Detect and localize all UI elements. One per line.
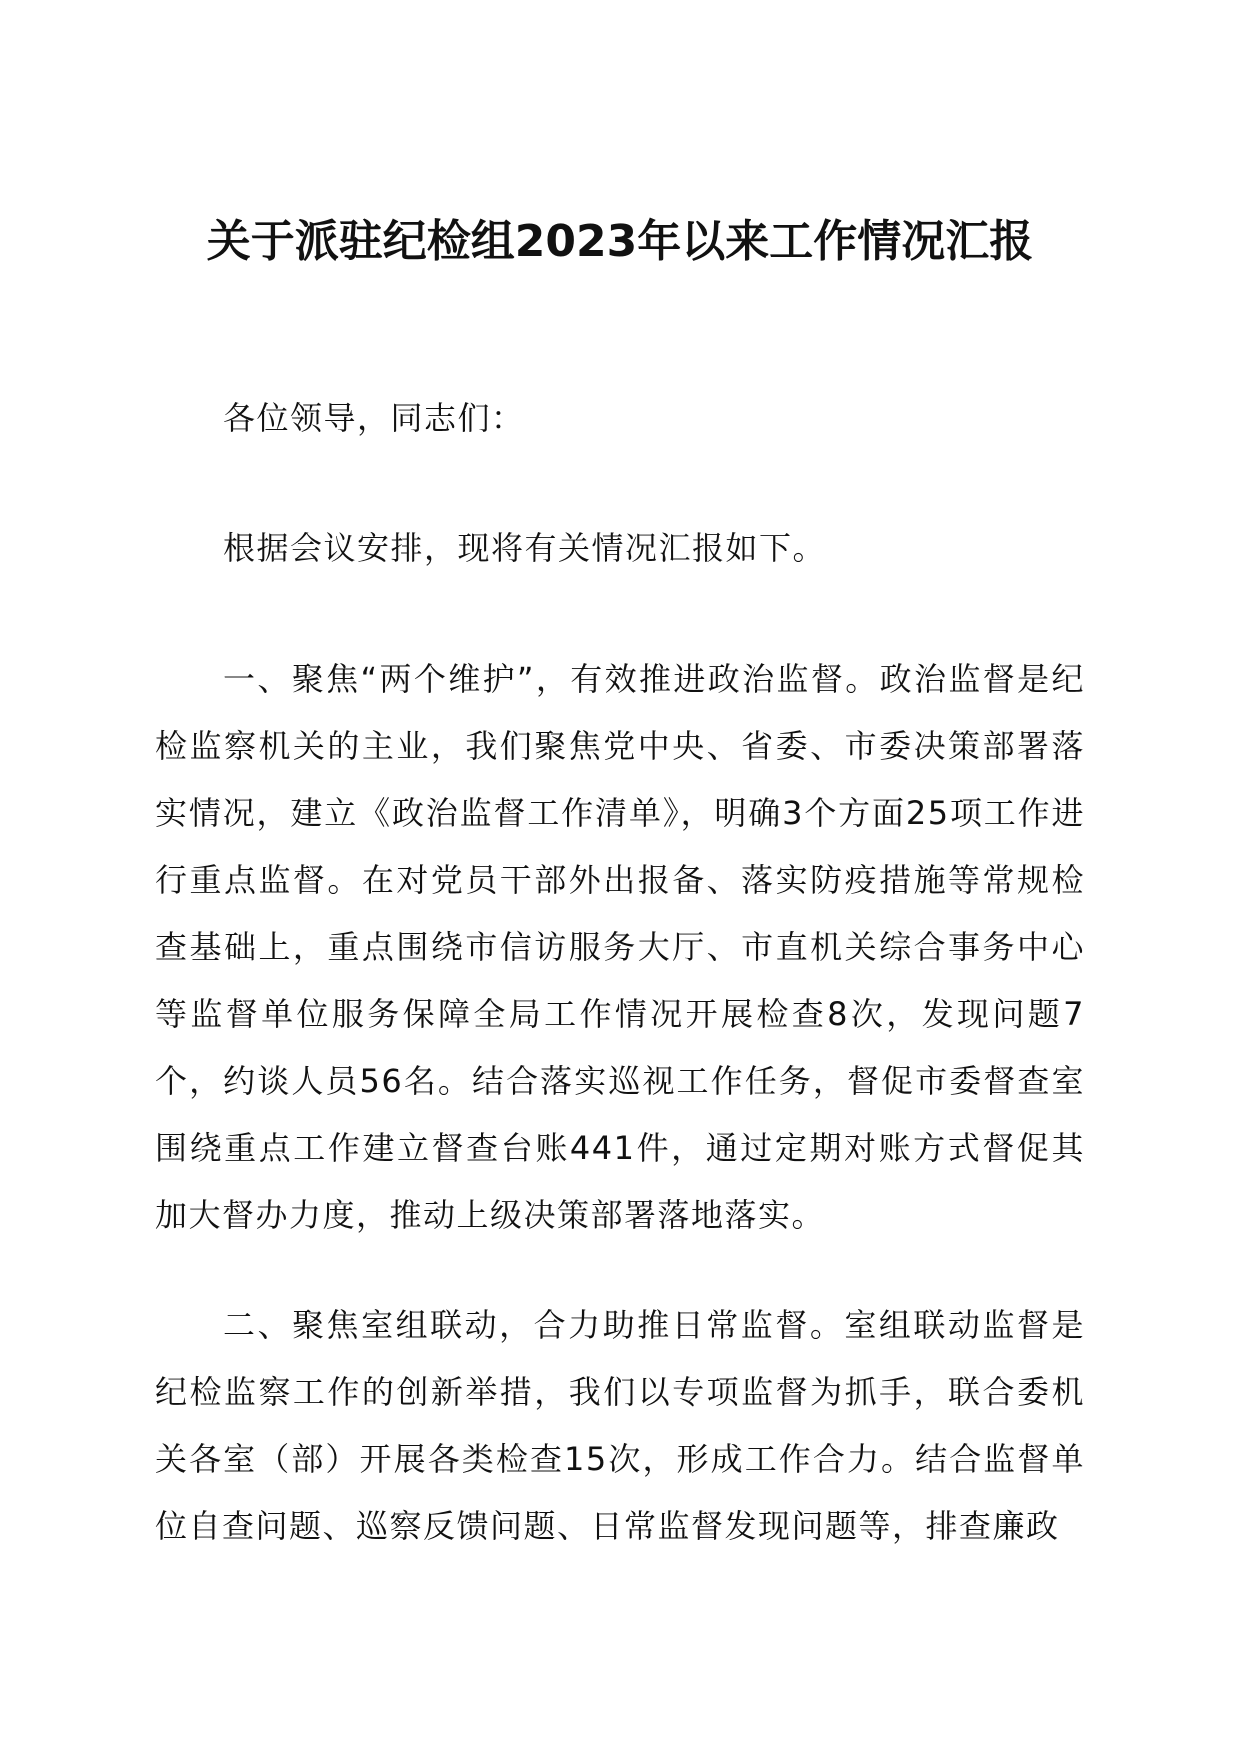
intro-paragraph: 根据会议安排，现将有关情况汇报如下。 (223, 529, 827, 567)
paragraph-daily-supervision: 二、聚焦室组联动，合力助推日常监督。室组联动监督是纪检监察工作的创新举措，我们以专项监督为抓手，联合委机关各室（部）开展各类检查15次，形成工作合力。结合监督单位自查问题、巡察反馈问题、日常监督发现问题等，排查廉政 (155, 1306, 1085, 1545)
paragraph-political-supervision: 一、聚焦“两个维护”，有效推进政治监督。政治监督是纪检监察机关的主业，我们聚焦党中央、省委、市委决策部署落实情况，建立《政治监督工作清单》，明确3个方面25项工作进行重点监督。在对党员干部外出报备、落实防疫措施等常规检查基础上，重点围绕市信访服务大厅、市直机关综合事务中心等监督单位服务保障全局工作情况开展检查8次，发现问题7个，约谈人员56名。结合落实巡视工作任务，督促市委督查室围绕重点工作建立督查台账441件，通过定期对账方式督促其加大督办力度，推动上级决策部署落地落实。 (155, 660, 1085, 1234)
document-title: 关于派驻纪检组2023年以来工作情况汇报 (206, 216, 1034, 267)
salutation: 各位领导，同志们： (223, 399, 525, 437)
